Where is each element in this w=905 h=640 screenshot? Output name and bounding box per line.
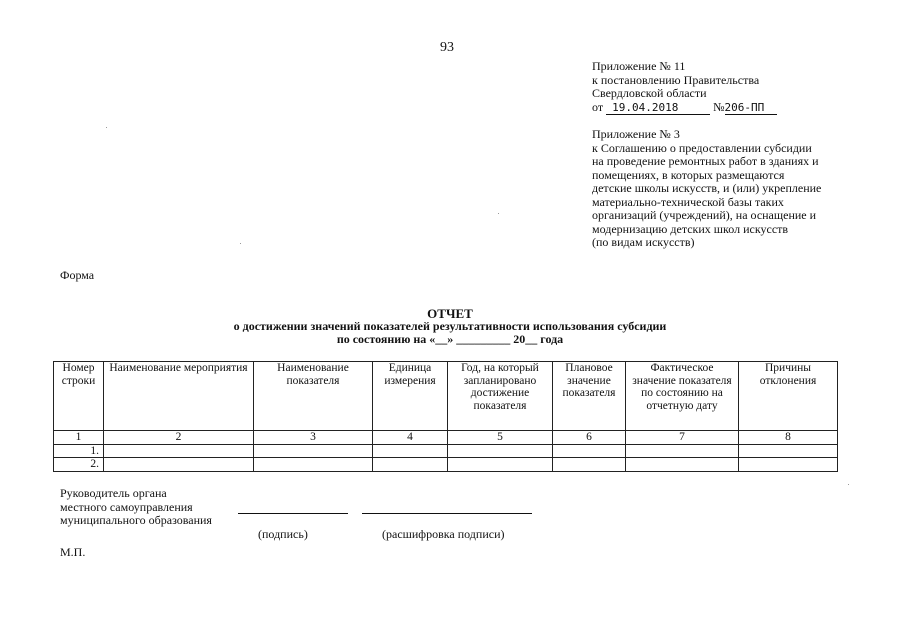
appendix-3-line: материально-технической базы таких <box>592 194 784 209</box>
row-number-cell: 1. <box>54 444 104 458</box>
signature-block <box>60 487 212 528</box>
report-table <box>53 361 838 472</box>
table-cell <box>626 458 739 472</box>
appendix-11-date-line <box>592 101 821 116</box>
column-number-cell: 6 <box>553 431 626 445</box>
report-subtitle: о достижении значений показателей результативности использования субсидии <box>233 319 667 333</box>
appendix-3-line: помещениях, в которых размещаются <box>592 167 785 182</box>
date-prefix: от <box>592 99 604 114</box>
scan-speck <box>240 243 241 244</box>
appendix-3-line: (по видам искусств) <box>592 235 695 249</box>
date-value: 19.04.2018 <box>606 101 710 116</box>
table-cell <box>373 458 448 472</box>
scan-speck <box>848 484 849 485</box>
form-label: Форма <box>60 268 95 282</box>
page-number: 93 <box>440 40 454 55</box>
appendix-3-line: Приложение № 3 <box>592 127 680 141</box>
table-column-numbers-row <box>54 431 838 445</box>
appendix-11-line2: к постановлению Правительства <box>592 72 760 87</box>
header-cell: Причины отклонения <box>739 362 838 431</box>
signature-caption: (подпись) <box>258 527 308 541</box>
report-title-block <box>150 307 750 346</box>
table-cell <box>553 444 626 458</box>
table-row <box>54 444 838 458</box>
signature-underline <box>238 513 348 514</box>
appendix-11-line3: Свердловской области <box>592 86 707 100</box>
header-cell: Наименование мероприятия <box>104 362 254 431</box>
report-title: ОТЧЕТ <box>427 306 473 321</box>
table-cell <box>254 458 373 472</box>
scan-speck <box>498 213 499 214</box>
number-prefix: № <box>713 99 725 114</box>
column-number-cell: 5 <box>448 431 553 445</box>
appendix-3-line: на проведение ремонтных работ в зданиях и <box>592 154 819 168</box>
column-number-cell: 2 <box>104 431 254 445</box>
appendix-3-line: к Соглашению о предоставлении субсидии <box>592 140 812 155</box>
header-cell: Номер строки <box>54 362 104 431</box>
report-date-line: по состоянию на «__» _________ 20__ года <box>336 332 564 346</box>
appendix-11-block <box>592 60 821 250</box>
signature-line1: Руководитель органа <box>60 486 167 500</box>
table-cell <box>626 444 739 458</box>
table-cell <box>104 458 254 472</box>
header-cell: Плановое значение показателя <box>553 362 626 431</box>
column-number-cell: 8 <box>739 431 838 445</box>
stamp-label: М.П. <box>60 545 86 559</box>
appendix-11-title: Приложение № 11 <box>592 59 686 73</box>
table-cell <box>104 444 254 458</box>
table-cell <box>553 458 626 472</box>
scan-speck <box>106 127 107 128</box>
table-cell <box>448 458 553 472</box>
table-row <box>54 458 838 472</box>
appendix-3-line: модернизацию детских школ искусств <box>592 221 789 236</box>
appendix-3-line: организаций (учреждений), на оснащение и <box>592 208 817 222</box>
decode-underline <box>362 513 532 514</box>
column-number-cell: 4 <box>373 431 448 445</box>
table-cell <box>739 458 838 472</box>
column-number-cell: 7 <box>626 431 739 445</box>
header-cell: Единица измерения <box>373 362 448 431</box>
table-cell <box>739 444 838 458</box>
decode-caption: (расшифровка подписи) <box>382 527 505 541</box>
column-number-cell: 1 <box>54 431 104 445</box>
row-number-cell: 2. <box>54 458 104 472</box>
table-cell <box>373 444 448 458</box>
table-cell <box>448 444 553 458</box>
number-value: 206-ПП <box>725 101 777 116</box>
header-cell: Год, на который запланировано достижение показателя <box>448 362 553 431</box>
signature-line3: муниципального образования <box>60 513 212 527</box>
header-cell: Наименование показателя <box>254 362 373 431</box>
column-number-cell: 3 <box>254 431 373 445</box>
signature-line2: местного самоуправления <box>60 499 193 514</box>
table-cell <box>254 444 373 458</box>
appendix-3-line: детские школы искусств, и (или) укрепление <box>592 181 822 195</box>
header-cell: Фактическое значение показателя по состоянию на отчетную дату <box>626 362 739 431</box>
table-header-row <box>54 362 838 431</box>
